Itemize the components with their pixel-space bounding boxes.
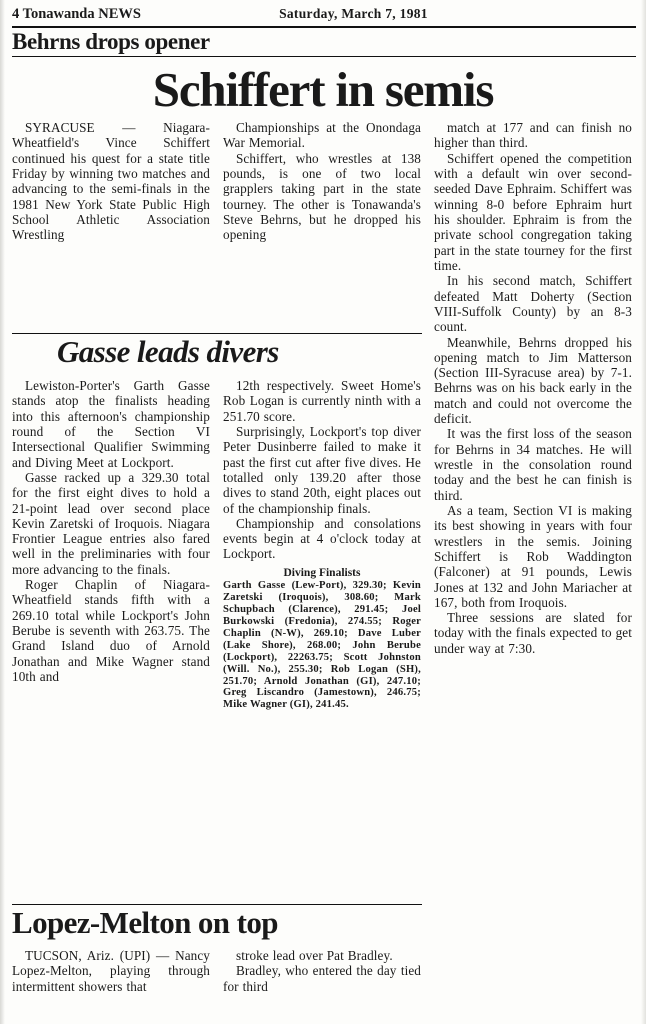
paragraph: Lewiston-Porter's Garth Gasse stands atop the finalists heading into this afternoon's championship round of the Section VI Intersectional Qualifier Swimming and Diving Meet at Lockport. [12, 378, 210, 470]
story-lopez-head-wrap [12, 900, 422, 941]
kicker-headline: Behrns drops opener [12, 29, 210, 54]
paragraph: SYRACUSE — Niagara-Wheatfield's Vince Schiffert continued his quest for a state title Friday by winning two matches and advancing to the semi-finals in the 1981 New York State Public High School Athletic Association Wrestling [12, 120, 210, 243]
paragraph: As a team, Section VI is making its best showing in years with four wrestlers in the semis. Joining Schiffert is Rob Waddington (Falconer) at 91 pounds, Lewis Jones at 132 and John Mariacher at 167, both from Iroquois. [434, 502, 632, 610]
paragraph: Bradley, who entered the day tied for third [223, 963, 421, 994]
story-divers-head-wrap [12, 329, 422, 370]
diving-finalists-title: Diving Finalists [283, 566, 361, 579]
scan-edge-right [641, 0, 646, 1024]
diving-finalists-list: Garth Gasse (Lew-Port), 329.30; Kevin Zaretski (Iroquois), 308.60; Mark Schupbach (Clarence), 291.45; Joel Burkowski (Fredonia), 274.55; Roger Chaplin (N-W), 269.10; Dave Luber (Lake Shore), 268.00; John Berube (Lockport), 22263.75; Scott Johnston (Will. No.), 255.30; Rob Logan (SH), 251.70; Arnold Jonathan (GI), 247.10; Greg Liscandro (Jamestown), 246.75; Mike Wagner (GI), 241.45. [223, 579, 421, 711]
story-divers-col1 [12, 378, 210, 711]
paragraph: stroke lead over Pat Bradley. [236, 948, 393, 963]
kicker-wrap [0, 28, 646, 54]
story-schiffert-col3 [434, 120, 632, 656]
paragraph: It was the first loss of the season for Behrns in 34 matches. He will wrestle in the consolation round today and the best he can finish is third. [434, 426, 632, 503]
story-divers-headline: Gasse leads divers [57, 334, 279, 369]
paragraph: Surprisingly, Lockport's top diver Peter Dusinberre failed to make it past the first cut after five dives. He totalled only 139.20 after those dives to stand 20th, eight places out of the championship finals. [223, 423, 421, 516]
story-divers-col2 [223, 378, 421, 711]
story-lopez [12, 948, 422, 994]
scan-edge-left [0, 0, 5, 1024]
paragraph: Gasse racked up a 329.30 total for the first eight dives to hold a 21-point lead over second place Kevin Zaretski of Iroquois. Niagara Frontier League entries also fared well in the preliminaries with four more advancing to the finals. [12, 469, 210, 577]
paragraph: Championship and consolations events begin at 4 o'clock today at Lockport. [223, 515, 421, 562]
story-lopez-col1 [12, 948, 210, 994]
story-lopez-col2 [223, 948, 421, 994]
kicker-rule [12, 56, 636, 57]
paragraph: Schiffert, who wrestles at 138 pounds, is one of two local grapplers taking part in the state tourney. The other is Tonawanda's Steve Behrns, but he dropped his opening [223, 150, 421, 243]
paragraph: Three sessions are slated for today with the finals expected to get under way at 7:30. [434, 610, 632, 656]
paragraph: 12th respectively. Sweet Home's Rob Logan is currently ninth with a 251.70 score. [223, 378, 421, 424]
publication-date: Saturday, March 7, 1981 [279, 6, 428, 21]
masthead [0, 0, 646, 25]
paragraph: In his second match, Schiffert defeated Matt Doherty (Section VIII-Suffolk County) by an 8-3 count. [434, 273, 632, 335]
paragraph: Schiffert opened the competition with a default win over second-seeded Dave Ephraim. Schiffert was winning 8-0 before Ephraim hurt his shoulder. Ephraim is from the private school congregation taking part in the state tourney for the first time. [434, 150, 632, 273]
paragraph: Roger Chaplin of Niagara-Wheatfield stands fifth with a 269.10 total while Lockport's John Berube is seventh with 263.75. The Grand Island duo of Arnold Jonathan and Mike Wagner stand 10th and [12, 577, 210, 684]
page-label: 4 Tonawanda NEWS [12, 6, 141, 22]
paragraph: match at 177 and can finish no higher than third. [434, 120, 632, 151]
page-title: Schiffert in semis [152, 62, 494, 118]
paragraph: Championships at the Onondaga War Memorial. [223, 120, 421, 151]
story-lopez-headline: Lopez-Melton on top [12, 905, 278, 940]
paragraph: TUCSON, Ariz. (UPI) — Nancy Lopez-Melton, playing through intermittent showers that [12, 948, 210, 994]
story-divers [12, 378, 422, 711]
paragraph: Meanwhile, Behrns dropped his opening match to Jim Matterson (Section III-Syracuse area) by 7-1. Behrns was on his back early in the match and could not overcome the deficit. [434, 334, 632, 427]
